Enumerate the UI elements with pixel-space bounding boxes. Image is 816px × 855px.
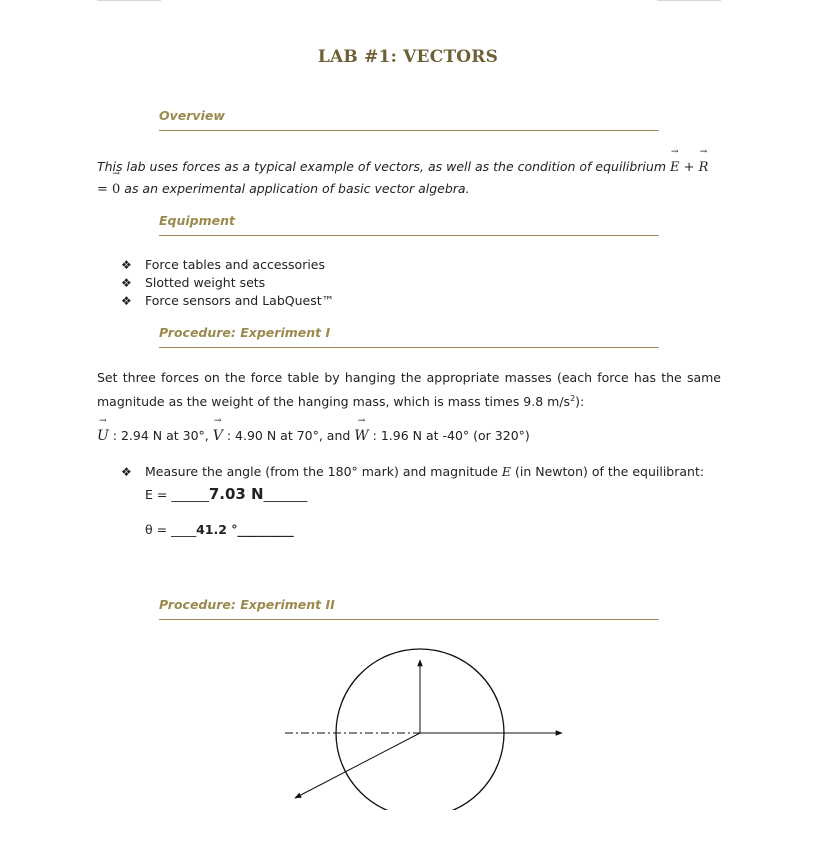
- equals-sign: =: [97, 182, 113, 197]
- top-rule-left: [97, 0, 161, 1]
- intro-text-2: as an experimental application of basic vector algebra.: [120, 181, 470, 196]
- force-table-diagram: [270, 640, 570, 810]
- list-item: [121, 256, 334, 274]
- answer-angle: [145, 522, 294, 537]
- answer-theta-value: 41.2 °: [196, 522, 238, 537]
- answer-e-label: E = ______: [145, 487, 209, 502]
- measure-instruction: [121, 462, 704, 482]
- answer-e-value: 7.03 N: [208, 485, 264, 503]
- equipment-list: [121, 256, 334, 310]
- answer-e-trail: _______: [263, 487, 308, 502]
- procedure-1-text-end: ):: [575, 394, 585, 410]
- heading-procedure-1: Procedure: Experiment I: [159, 325, 659, 348]
- bullet-icon: ❖: [121, 465, 132, 479]
- bullet-icon: ❖: [121, 294, 132, 308]
- procedure-1-text: Set three forces on the force table by hanging the appropriate masses (each force has the same magnitude as the weight of the hanging mass, which is mass times 9.8 m/s: [97, 370, 721, 410]
- vector-v: → V: [213, 426, 223, 446]
- vector-r: → R: [699, 157, 709, 178]
- forces-line: [97, 426, 530, 446]
- plus-sign: +: [679, 160, 699, 175]
- answer-theta-label: θ = ____: [145, 522, 197, 537]
- heading-overview: Overview: [159, 108, 659, 131]
- heading-equipment: Equipment: [159, 213, 659, 236]
- force-w-text: : 1.96 N at -40° (or 320°): [368, 428, 530, 443]
- measure-text-b: (in Newton) of the equilibrant:: [511, 464, 705, 479]
- list-item-text: Slotted weight sets: [145, 275, 266, 290]
- page-title: LAB #1: VECTORS: [317, 47, 499, 67]
- exponent: 2: [570, 394, 576, 403]
- bullet-icon: ❖: [121, 276, 132, 290]
- vector-e: → E: [670, 157, 680, 178]
- procedure-1-paragraph: [97, 367, 721, 412]
- list-item: [121, 292, 334, 310]
- measure-e-symbol: E: [501, 464, 512, 479]
- force-u-text: : 2.94 N at 30°,: [108, 428, 213, 443]
- intro-paragraph: [97, 156, 721, 200]
- intro-text-1: This lab uses forces as a typical example of vectors, as well as the condition of equilibrium: [97, 159, 670, 174]
- vector-u: → U: [97, 426, 109, 446]
- vector-w: → W: [354, 426, 368, 446]
- bullet-icon: ❖: [121, 258, 132, 272]
- list-item-text: Force sensors and LabQuest™: [145, 293, 335, 308]
- list-item: [121, 274, 334, 292]
- answer-magnitude: [145, 485, 307, 503]
- top-rule-right: [657, 0, 721, 1]
- vector-zero: → 0: [112, 179, 120, 200]
- force-v-text: : 4.90 N at 70°, and: [222, 428, 355, 443]
- heading-procedure-2: Procedure: Experiment II: [159, 597, 659, 620]
- list-item-text: Force tables and accessories: [145, 257, 326, 272]
- measure-text-a: Measure the angle (from the 180° mark) and magnitude: [145, 464, 502, 479]
- page-top-edge: [0, 0, 816, 3]
- answer-theta-trail: _________: [237, 522, 294, 537]
